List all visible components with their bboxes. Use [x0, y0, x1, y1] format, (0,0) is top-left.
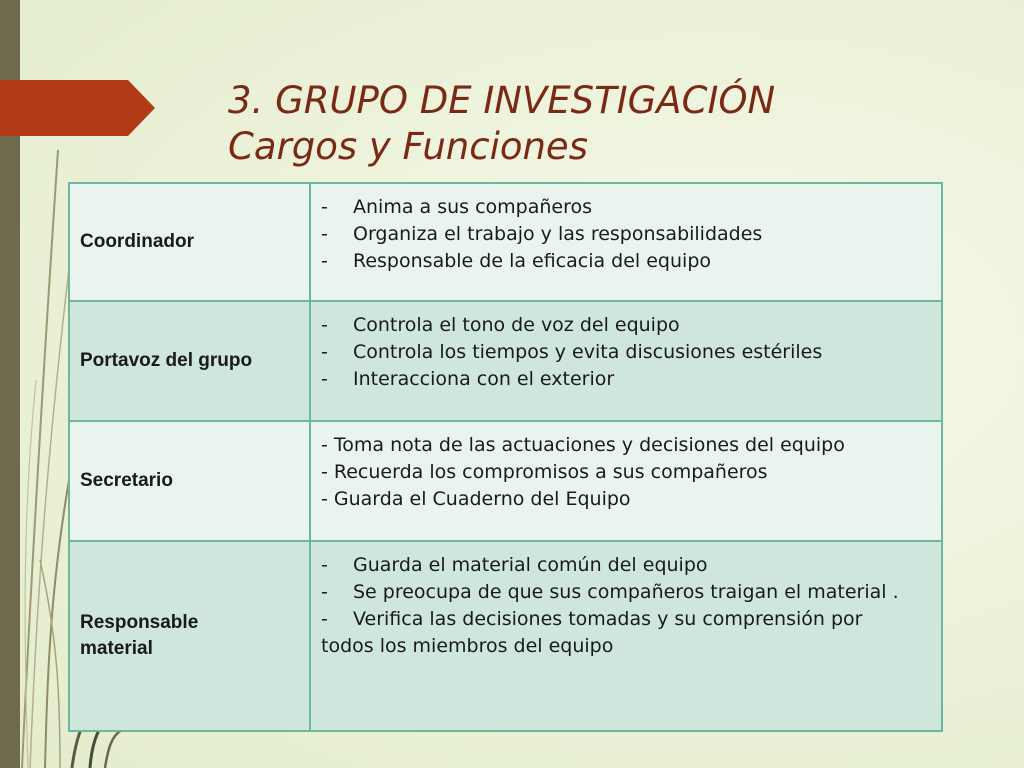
list-item: - Interacciona con el exterior — [321, 368, 615, 390]
role-name: Coordinador — [69, 183, 310, 301]
role-functions — [310, 541, 942, 731]
role-name: Portavoz del grupo — [69, 301, 310, 421]
title-line-1: 3. GRUPO DE INVESTIGACIÓN — [228, 79, 776, 122]
role-name: Responsable material — [69, 541, 310, 731]
title-arrow-icon — [0, 80, 155, 136]
role-name: Secretario — [69, 421, 310, 541]
role-functions — [310, 301, 942, 421]
list-item: - Anima a sus compañeros — [321, 196, 593, 218]
list-item: - Organiza el trabajo y las responsabilidades — [321, 223, 763, 245]
table-row — [69, 301, 942, 421]
list-item: - Controla los tiempos y evita discusiones estériles — [321, 341, 823, 363]
list-item: - Verifica las decisiones tomadas y su comprensión por — [321, 608, 863, 630]
slide-title — [228, 78, 968, 170]
role-functions — [310, 183, 942, 301]
list-item: - Recuerda los compromisos a sus compañeros — [321, 461, 768, 483]
list-item: - Controla el tono de voz del equipo — [321, 314, 680, 336]
list-item-continuation: todos los miembros del equipo — [321, 635, 614, 657]
list-item: - Guarda el Cuaderno del Equipo — [321, 488, 631, 510]
list-item: - Responsable de la eficacia del equipo — [321, 250, 712, 272]
list-item: - Se preocupa de que sus compañeros traigan el material . — [321, 581, 899, 603]
table-row — [69, 541, 942, 731]
role-functions — [310, 421, 942, 541]
list-item: - Toma nota de las actuaciones y decisiones del equipo — [321, 434, 845, 456]
roles-table — [68, 182, 943, 732]
list-item: - Guarda el material común del equipo — [321, 554, 708, 576]
table-row — [69, 421, 942, 541]
table-row — [69, 183, 942, 301]
title-line-2: Cargos y Funciones — [228, 125, 588, 168]
